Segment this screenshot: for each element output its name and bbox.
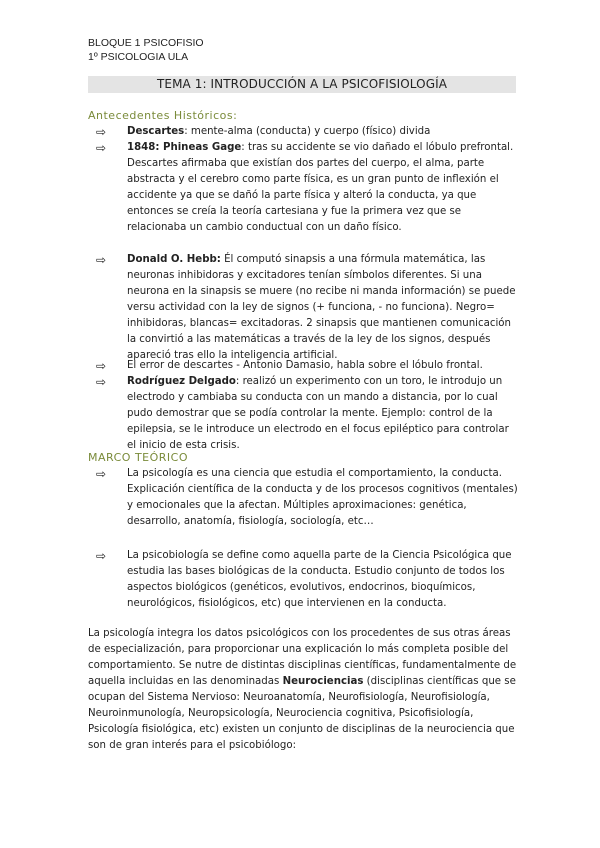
arrow-bullet-icon: ⇨ — [96, 253, 107, 267]
neurociencias-term: Neurociencias — [282, 676, 364, 687]
page-title: TEMA 1: INTRODUCCIÓN A LA PSICOFISIOLOGÍA — [88, 76, 516, 93]
list-item — [96, 374, 521, 454]
closing-paragraph: La psicología integra los datos psicológicos con los procedentes de sus otras áreas de especialización, para proporcionar una explicación lo más completa posible del comportamiento. Se nutre de distintas disciplinas científicas, fundamentalmente de aquella incluidas en las denominadas Neurociencias (disciplinas científicas que se ocupan del Sistema Nervioso: Neuroanatomía, Neurofisiología, Neurofisiología, Neuroinmunología, Neuropsicología, Neurociencia cognitiva, Psicofisiología, Psicología fisiológica, etc) existen un conjunto de disciplinas de la neurociencia que son de gran interés para el psicobiólogo: — [88, 628, 517, 751]
list-item — [96, 252, 521, 364]
arrow-bullet-icon: ⇨ — [96, 125, 107, 139]
list-item — [96, 548, 521, 612]
arrow-bullet-icon: ⇨ — [96, 549, 107, 563]
arrow-bullet-icon: ⇨ — [96, 467, 107, 481]
arrow-bullet-icon: ⇨ — [96, 359, 107, 373]
list-item-text: Descartes: mente-alma (conducta) y cuerpo (físico) divida — [127, 126, 431, 137]
list-item — [96, 466, 521, 530]
list-item-text: La psicobiología se define como aquella parte de la Ciencia Psicológica que estudia las bases biológicas de la conducta. Estudio conjunto de todos los aspectos biológicos (genéticos, evolutivos, endocrinos, bioquímicos, neurológicos, fisiológicos, etc) que intervienen en la conducta. — [127, 550, 512, 609]
arrow-bullet-icon: ⇨ — [96, 141, 107, 155]
section-heading-marco: MARCO TEÓRICO — [88, 451, 188, 464]
list-item — [96, 124, 521, 140]
list-item-text: 1848: Phineas Gage: tras su accidente se vio dañado el lóbulo prefrontal. Descartes afirmaba que existían dos partes del cuerpo, el alma, parte abstracta y el cerebro como parte física, es un gran punto de inflexión el accidente ya que se dañó la parte física y alteró la conducta, ya que entonces se creía la teoría cartesiana y fue la primera vez que se relacionaba un cambio conductual con un daño físico. — [127, 142, 514, 233]
document-header — [88, 37, 204, 64]
list-item-text: El error de descartes - Antonio Damasio, habla sobre el lóbulo frontal. — [127, 360, 483, 371]
list-item-text: Rodríguez Delgado: realizó un experimento con un toro, le introdujo un electrodo y cambiaba su conducta con un mando a distancia, por lo cual pudo demostrar que se podía controlar la mente. Ejemplo: control de la epilepsia, se le introduce un electrodo en el focus epiléptico para controlar el inicio de esta crisis. — [127, 376, 509, 451]
list-item — [96, 358, 521, 374]
header-group: 1º PSICOLOGIA ULA — [88, 50, 189, 63]
header-course: BLOQUE 1 PSICOFISIO — [88, 37, 204, 49]
section-heading-antecedentes: Antecedentes Históricos: — [88, 109, 238, 122]
arrow-bullet-icon: ⇨ — [96, 375, 107, 389]
list-item-text: Donald O. Hebb: Él computó sinapsis a una fórmula matemática, las neuronas inhibidoras y excitadores tenían símbolos diferentes. Si una neurona en la sinapsis se muere (no recibe ni manda información) se puede versu actividad con la ley de signos (+ funciona, - no funciona). Negro= inhibidoras, blancas= excitadoras. 2 sinapsis que mantienen comunicación la convirtió a las matemáticas a través de la ley de los signos, después apareció tras ello la inteligencia artificial. — [127, 254, 516, 361]
list-item-text: La psicología es una ciencia que estudia el comportamiento, la conducta. Explicación científica de la conducta y de los procesos cognitivos (mentales) y emocionales que la afectan. Múltiples aproximaciones: genética, desarrollo, anatomía, fisiología, sociología, etc… — [127, 468, 518, 527]
list-item — [96, 140, 521, 236]
